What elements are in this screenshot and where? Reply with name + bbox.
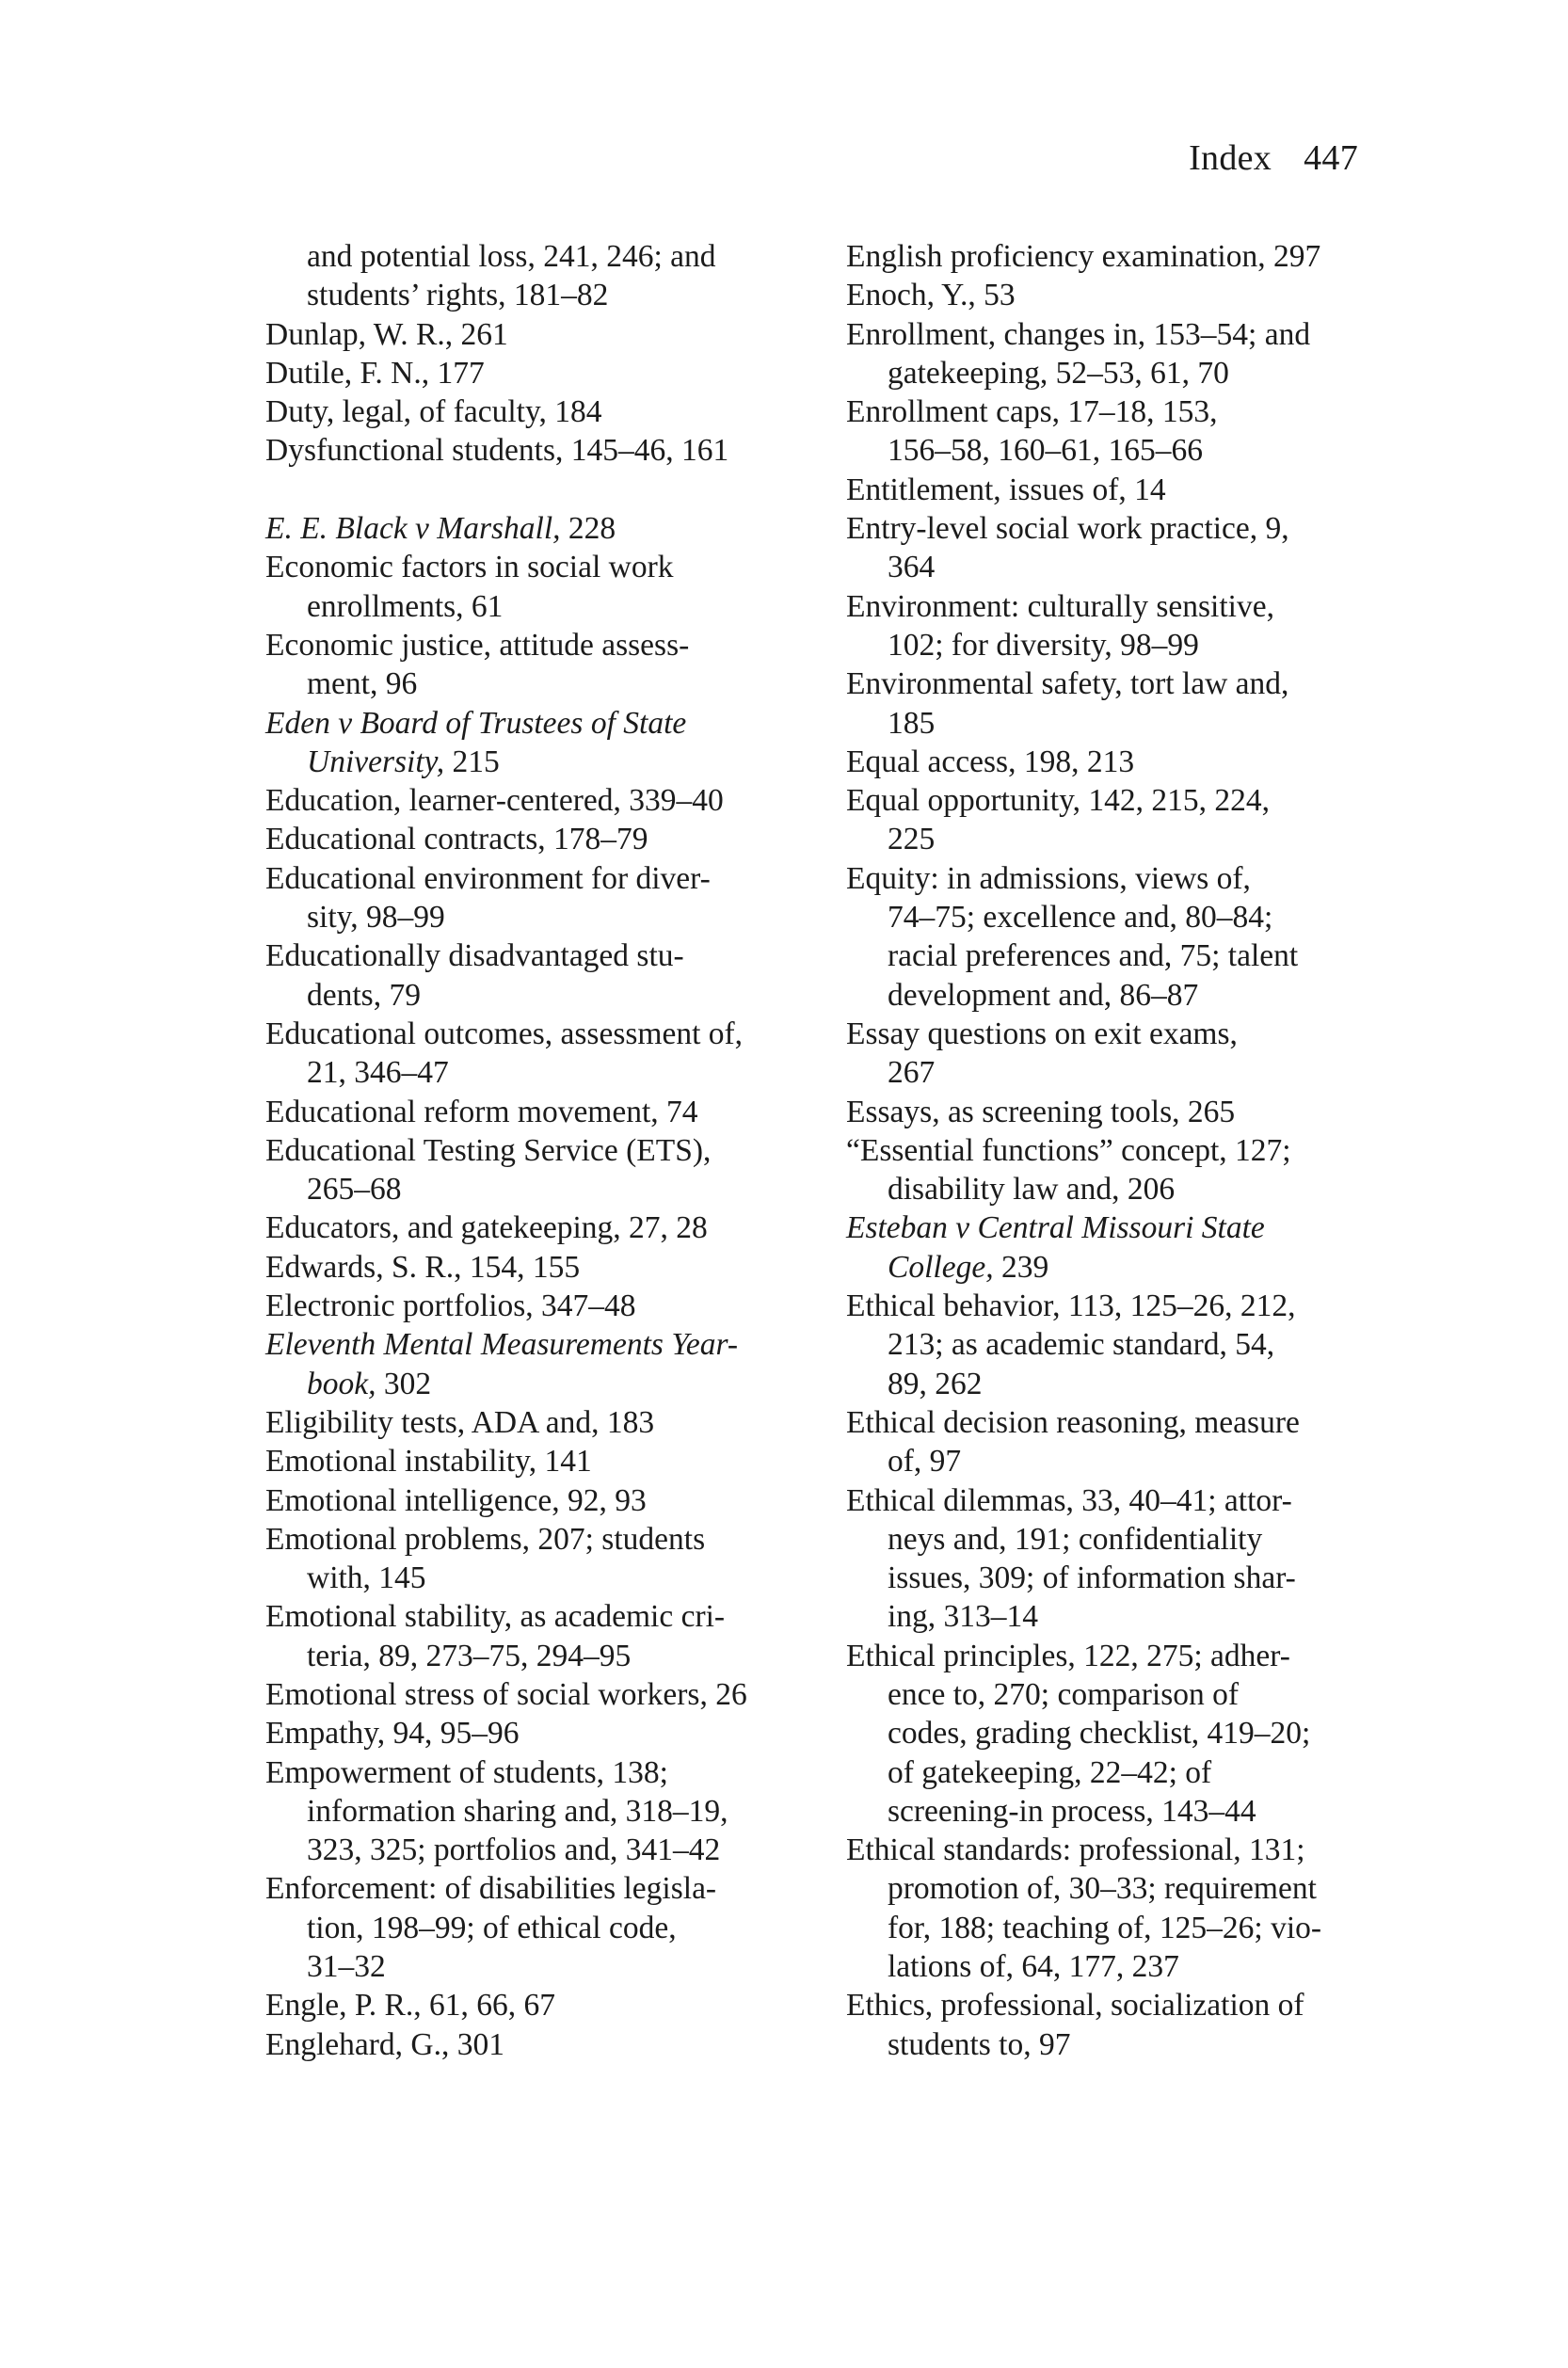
index-entry-line: Educators, and gatekeeping, 27, 28 — [265, 1210, 708, 1246]
index-entry-line: codes, grading checklist, 419–20; — [888, 1716, 1311, 1752]
index-entry-line: for, 188; teaching of, 125–26; vio- — [888, 1910, 1322, 1945]
index-entry-line: 265–68 — [307, 1172, 402, 1208]
index-entry-line: of gatekeeping, 22–42; of — [888, 1754, 1212, 1790]
index-entry-line: 102; for diversity, 98–99 — [888, 627, 1199, 663]
running-head — [1189, 137, 1358, 179]
index-entry-line: Ethical dilemmas, 33, 40–41; attor- — [846, 1482, 1292, 1518]
index-entry — [265, 859, 830, 937]
index-entry-line: 267 — [888, 1055, 936, 1091]
index-entry — [846, 1093, 1373, 1131]
index-entry-line: neys and, 191; confidentiality — [888, 1521, 1263, 1557]
index-entry-line: Edwards, S. R., 154, 155 — [265, 1249, 581, 1285]
index-entry-line: Ethical decision reasoning, measure — [846, 1404, 1300, 1440]
index-entry-line: 228 — [560, 511, 616, 547]
index-entry — [265, 1248, 830, 1287]
index-entry-line: Educational reform movement, 74 — [265, 1094, 698, 1129]
index-entry-line: 156–58, 160–61, 165–66 — [888, 433, 1203, 469]
index-entry — [846, 1287, 1373, 1403]
index-entry-line: students to, 97 — [888, 2026, 1071, 2062]
index-entry-line: Emotional stress of social workers, 26 — [265, 1676, 747, 1712]
index-entry — [265, 1714, 830, 1752]
index-entry — [846, 1208, 1373, 1287]
index-entry-line: gatekeeping, 52–53, 61, 70 — [888, 355, 1229, 391]
index-entry-line: Educational outcomes, assessment of, — [265, 1016, 744, 1051]
index-entry-line: Eligibility tests, ADA and, 183 — [265, 1404, 655, 1440]
index-entry-line: Dunlap, W. R., 261 — [265, 316, 508, 352]
index-entry-line: Emotional stability, as academic cri- — [265, 1599, 726, 1635]
index-entry-line: issues, 309; of information shar- — [888, 1560, 1296, 1596]
index-entry-line: Educational Testing Service (ETS), — [265, 1132, 712, 1168]
index-entry-title: E. E. Black v Marshall, — [265, 511, 561, 547]
index-entry-line: Equal opportunity, 142, 215, 224, — [846, 783, 1271, 819]
index-entry-line: disability law and, 206 — [888, 1172, 1176, 1208]
index-entry-title-cont: book, — [307, 1366, 376, 1401]
index-entry-line: Equal access, 198, 213 — [846, 744, 1135, 779]
index-entry-line: Economic factors in social work — [265, 550, 674, 585]
index-entry-line: Engle, P. R., 61, 66, 67 — [265, 1988, 556, 2024]
index-entry-line: 213; as academic standard, 54, — [888, 1327, 1275, 1363]
index-entry-line: Dutile, F. N., 177 — [265, 355, 485, 391]
index-entry-line: Dysfunctional students, 145–46, 161 — [265, 433, 729, 469]
index-entry — [265, 431, 830, 470]
index-entry-line: dents, 79 — [307, 977, 421, 1013]
index-entry — [846, 1403, 1373, 1481]
index-entry-line: 74–75; excellence and, 80–84; — [888, 900, 1273, 936]
index-entry — [265, 1675, 830, 1714]
index-entry-title: Eden v Board of Trustees of State — [265, 705, 687, 741]
index-entry-line: Economic justice, attitude assess- — [265, 627, 690, 663]
index-entry — [265, 2025, 830, 2064]
index-entry — [265, 548, 830, 626]
index-entry — [265, 936, 830, 1015]
index-entry — [265, 1131, 830, 1209]
index-entry-line: 215 — [444, 744, 500, 779]
index-column-left — [265, 237, 830, 2064]
index-entry-line: promotion of, 30–33; requirement — [888, 1871, 1317, 1907]
index-entry-line: lations of, 64, 177, 237 — [888, 1949, 1179, 1985]
index-entry-line: sity, 98–99 — [307, 900, 445, 936]
index-entry-line: screening-in process, 143–44 — [888, 1793, 1256, 1829]
index-entry — [265, 1287, 830, 1325]
index-entry — [846, 859, 1373, 1015]
index-entry-line: 239 — [993, 1249, 1049, 1285]
index-entry — [265, 1481, 830, 1520]
index-entry — [265, 1753, 830, 1870]
index-entry — [265, 781, 830, 820]
index-column-right — [846, 237, 1373, 2064]
index-entry-line: Entry-level social work practice, 9, — [846, 511, 1289, 547]
index-entry — [265, 392, 830, 431]
index-entry — [265, 704, 830, 782]
index-entry — [265, 354, 830, 392]
index-entry-line: Englehard, G., 301 — [265, 2026, 504, 2062]
index-entry-line: students’ rights, 181–82 — [307, 278, 609, 313]
index-entry-line: Ethical principles, 122, 275; adher- — [846, 1638, 1290, 1673]
index-entry-line: Empathy, 94, 95–96 — [265, 1716, 520, 1752]
index-entry-line: ment, 96 — [307, 666, 418, 702]
index-entry-line: teria, 89, 273–75, 294–95 — [307, 1638, 632, 1673]
index-entry-line: ing, 313–14 — [888, 1599, 1039, 1635]
index-entry — [265, 1442, 830, 1480]
index-entry — [846, 1131, 1373, 1209]
index-entry-line: 225 — [888, 822, 936, 857]
index-entry-line: Educational environment for diver- — [265, 860, 711, 896]
index-entry-line: 364 — [888, 550, 936, 585]
page-number: 447 — [1304, 138, 1358, 178]
index-entry — [846, 781, 1373, 859]
index-entry-line: Enoch, Y., 53 — [846, 278, 1016, 313]
index-entry — [846, 471, 1373, 509]
index-entry — [846, 509, 1373, 587]
index-entry — [265, 237, 830, 315]
index-entry-line: and potential loss, 241, 246; and — [307, 239, 716, 274]
index-entry-line: 302 — [376, 1366, 432, 1401]
index-entry-line: Environment: culturally sensitive, — [846, 588, 1274, 624]
index-entry — [846, 1637, 1373, 1831]
index-entry — [846, 392, 1373, 471]
index-entry-line: with, 145 — [307, 1560, 426, 1596]
index-entry — [265, 1093, 830, 1131]
index-entry-line: “Essential functions” concept, 127; — [846, 1132, 1291, 1168]
index-entry-line: English proficiency examination, 297 — [846, 239, 1321, 274]
index-entry-title: Esteban v Central Missouri State — [846, 1210, 1265, 1246]
index-entry-line: Ethical standards: professional, 131; — [846, 1832, 1305, 1868]
index-entry-line: information sharing and, 318–19, — [307, 1793, 728, 1829]
index-entry — [846, 1015, 1373, 1093]
index-entry-line: ence to, 270; comparison of — [888, 1676, 1240, 1712]
index-entry-title-cont: College, — [888, 1249, 994, 1285]
index-entry-line: 31–32 — [307, 1949, 386, 1985]
index-entry-line: Emotional instability, 141 — [265, 1444, 592, 1480]
index-entry — [265, 626, 830, 704]
index-entry-line: Educationally disadvantaged stu- — [265, 938, 684, 974]
index-entry-line: of, 97 — [888, 1444, 962, 1480]
index-entry — [265, 1403, 830, 1442]
index-entry-line: enrollments, 61 — [307, 588, 504, 624]
index-entry — [846, 587, 1373, 665]
running-head-title: Index — [1189, 138, 1272, 178]
index-entry-line: Emotional intelligence, 92, 93 — [265, 1482, 647, 1518]
index-entry-line: development and, 86–87 — [888, 977, 1199, 1013]
index-entry-line: Essays, as screening tools, 265 — [846, 1094, 1236, 1129]
index-entry-line: Duty, legal, of faculty, 184 — [265, 394, 602, 430]
index-entry-line: Electronic portfolios, 347–48 — [265, 1288, 636, 1324]
index-entry-line: racial preferences and, 75; talent — [888, 938, 1299, 974]
index-entry-line: Empowerment of students, 138; — [265, 1754, 668, 1790]
index-entry — [265, 1208, 830, 1247]
letter-group-gap — [265, 471, 830, 509]
index-entry — [265, 1520, 830, 1598]
index-entry-line: Education, learner-centered, 339–40 — [265, 783, 724, 819]
index-entry — [265, 509, 830, 548]
index-entry-line: Educational contracts, 178–79 — [265, 822, 648, 857]
index-entry — [846, 1831, 1373, 1986]
index-entry — [265, 1986, 830, 2024]
index-entry-line: Emotional problems, 207; students — [265, 1521, 706, 1557]
index-entry-line: Ethical behavior, 113, 125–26, 212, — [846, 1288, 1296, 1324]
index-entry-line: Environmental safety, tort law and, — [846, 666, 1289, 702]
index-entry-line: Essay questions on exit exams, — [846, 1016, 1238, 1051]
index-entry — [846, 1986, 1373, 2064]
index-entry-line: 185 — [888, 705, 936, 741]
index-entry — [265, 1869, 830, 1986]
index-entry-line: 89, 262 — [888, 1366, 983, 1401]
index-entry — [846, 237, 1373, 276]
index-entry — [846, 1481, 1373, 1637]
index-entry-title: Eleventh Mental Measurements Year- — [265, 1327, 739, 1363]
index-entry — [265, 315, 830, 354]
index-entry-line: Enrollment, changes in, 153–54; and — [846, 316, 1311, 352]
index-entry-title-cont: University, — [307, 744, 445, 779]
index-entry-line: Ethics, professional, socialization of — [846, 1988, 1304, 2024]
index-entry-line: Enforcement: of disabilities legisla- — [265, 1871, 717, 1907]
index-entry — [846, 743, 1373, 781]
index-entry — [265, 1015, 830, 1093]
index-entry-line: tion, 198–99; of ethical code, — [307, 1910, 677, 1945]
index-entry — [265, 1325, 830, 1403]
index-entry-line: Enrollment caps, 17–18, 153, — [846, 394, 1218, 430]
index-entry-line: 323, 325; portfolios and, 341–42 — [307, 1832, 721, 1868]
index-entry — [846, 276, 1373, 314]
index-entry — [265, 1597, 830, 1675]
index-entry — [265, 820, 830, 858]
index-entry-line: 21, 346–47 — [307, 1055, 449, 1091]
index-entry — [846, 315, 1373, 393]
index-entry-line: Equity: in admissions, views of, — [846, 860, 1251, 896]
index-entry — [846, 664, 1373, 743]
index-entry-line: Entitlement, issues of, 14 — [846, 472, 1166, 507]
